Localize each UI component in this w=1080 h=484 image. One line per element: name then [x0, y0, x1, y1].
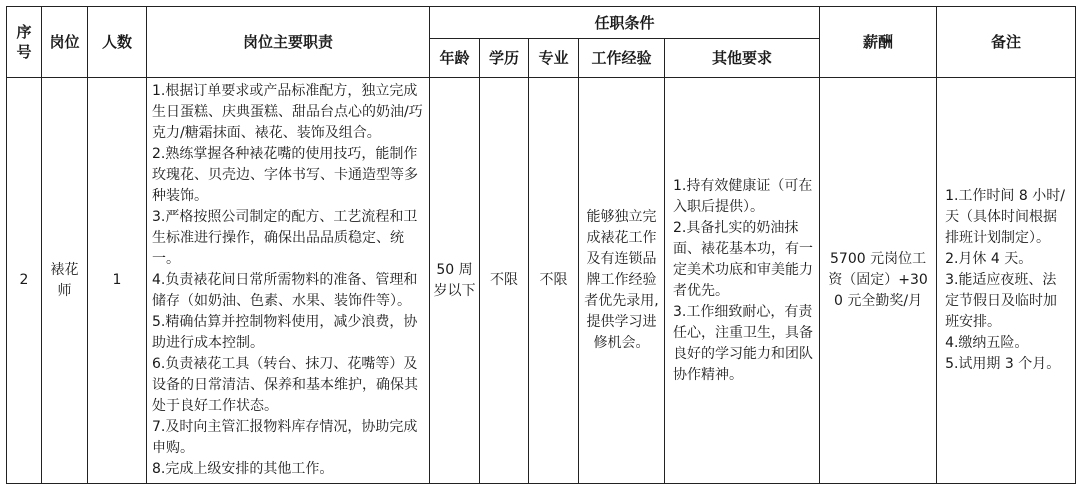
table-row: [7, 78, 1076, 484]
cell-other-requirements: [665, 78, 820, 484]
header-row-1: [7, 7, 1076, 39]
duty-item: 2.熟练掌握各种裱花嘴的使用技巧，能制作玫瑰花、贝壳边、字体书写、卡通造型等多种装饰。: [152, 146, 418, 204]
duty-item: 1.根据订单要求或产品标准配方，独立完成生日蛋糕、庆典蛋糕、甜品台点心的奶油/巧克力/糖霜抹面、裱花、装饰及组合。: [152, 83, 423, 141]
remark-item: 1.工作时间 8 小时/天（具体时间根据排班计划制定）。: [945, 188, 1065, 246]
header-seq: 序号: [7, 7, 42, 78]
cell-remarks: [937, 78, 1076, 484]
remark-item: 4.缴纳五险。: [945, 335, 1029, 351]
header-major: 专业: [529, 39, 579, 78]
header-age: 年龄: [430, 39, 480, 78]
remark-item: 2.月休 4 天。: [945, 251, 1033, 267]
remark-item: 5.试用期 3 个月。: [945, 356, 1061, 372]
header-duties: 岗位主要职责: [147, 7, 430, 78]
cell-position: 裱花师: [42, 78, 88, 484]
header-remarks: 备注: [937, 7, 1076, 78]
cell-education: 不限: [480, 78, 529, 484]
header-other: 其他要求: [665, 39, 820, 78]
duty-item: 7.及时向主管汇报物料库存情况，协助完成申购。: [152, 419, 418, 456]
cell-experience: 能够独立完成裱花工作及有连锁品牌工作经验者优先录用,提供学习进修机会。: [579, 78, 665, 484]
header-count: 人数: [88, 7, 147, 78]
remark-item: 3.能适应夜班、法定节假日及临时加班安排。: [945, 272, 1058, 330]
header-education: 学历: [480, 39, 529, 78]
job-posting-table: [6, 6, 1076, 484]
duty-item: 5.精确估算并控制物料使用，减少浪费，协助进行成本控制。: [152, 314, 418, 351]
cell-seq: 2: [7, 78, 42, 484]
header-salary: 薪酬: [820, 7, 937, 78]
header-conditions: 任职条件: [430, 7, 820, 39]
cell-count: 1: [88, 78, 147, 484]
header-position: 岗位: [42, 7, 88, 78]
other-requirement-item: 1.持有效健康证（可在入职后提供）。: [673, 177, 813, 215]
cell-salary: 5700 元岗位工资（固定）+300 元全勤奖/月: [820, 78, 937, 484]
other-requirement-item: 2.具备扎实的奶油抹面、裱花基本功，有一定美术功底和审美能力者优先。: [673, 219, 813, 299]
duty-item: 6.负责裱花工具（转台、抹刀、花嘴等）及设备的日常清洁、保养和基本维护，确保其处于良好工作状态。: [152, 356, 418, 414]
other-requirement-item: 3.工作细致耐心，有责任心，注重卫生，具备良好的学习能力和团队协作精神。: [673, 303, 813, 383]
cell-duties: [147, 78, 430, 484]
cell-major: 不限: [529, 78, 579, 484]
cell-age: 50 周岁以下: [430, 78, 480, 484]
duty-item: 4.负责裱花间日常所需物料的准备、管理和储存（如奶油、色素、水果、装饰件等）。: [152, 272, 418, 309]
duty-item: 3.严格按照公司制定的配方、工艺流程和卫生标准进行操作，确保出品品质稳定、统一。: [152, 209, 418, 267]
header-experience: 工作经验: [579, 39, 665, 78]
duty-item: 8.完成上级安排的其他工作。: [152, 461, 334, 477]
